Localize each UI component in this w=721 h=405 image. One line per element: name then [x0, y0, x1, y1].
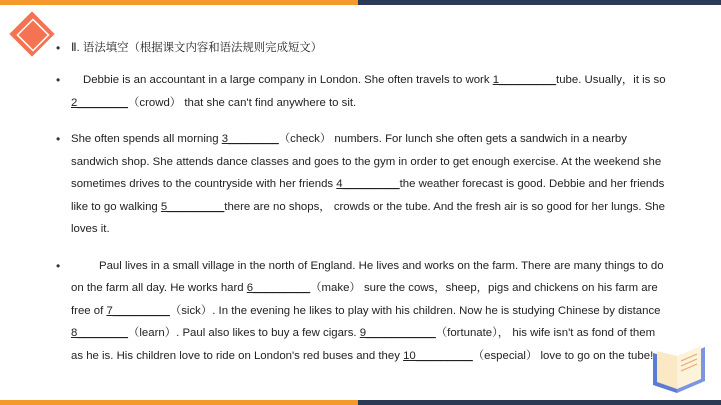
worksheet-content: [56, 40, 666, 381]
paragraph-text: Paul lives in a small village in the north of England. He lives and works on the farm. There are many things to do on the farm all day. He works hard: [71, 259, 664, 294]
paragraph-text: （crowd） that she can't find anywhere to sit.: [128, 96, 357, 109]
bullet-dot: •: [56, 41, 61, 55]
blank-8[interactable]: 8________: [71, 327, 129, 339]
paragraph-text: Debbie is an accountant in a large company in London. She often travels to work: [83, 74, 493, 86]
section-title: [56, 40, 666, 57]
section-title-text: Ⅱ. 语法填空（根据课文内容和语法规则完成短文）: [71, 42, 323, 54]
paragraph-text: （make） sure the cows，sheep，pigs and chickens on his farm are free of: [71, 282, 658, 317]
blank-10[interactable]: 10_________: [403, 349, 473, 362]
bottom-accent-bar-navy: [358, 400, 721, 405]
blank-7[interactable]: 7_________: [106, 304, 170, 317]
paragraph-text: （fortunate）， his wife isn't as fond of them as he is. His children love to ride on London's red buses and they: [71, 327, 656, 362]
bottom-accent-bar-orange: [0, 400, 358, 405]
paragraph-2: [56, 128, 666, 241]
paragraph-text: She often spends all morning: [71, 133, 222, 145]
bullet-dot: •: [56, 73, 61, 87]
blank-1[interactable]: 1_________: [492, 74, 557, 86]
paragraph-text: （check） numbers. For lunch she often gets a sandwich in a nearby sandwich shop. She attends dance classes and goes to the gym in order to get enough exercise. At the weekend she sometimes drives to the countryside with her friends: [71, 133, 662, 190]
blank-5[interactable]: 5_________: [160, 200, 225, 213]
blank-9[interactable]: 9___________: [359, 327, 436, 339]
top-accent-bar-navy: [358, 0, 721, 5]
paragraph-text: （sick）. In the evening he likes to play with his children. Now he is studying Chinese by distance: [169, 304, 661, 317]
blank-6[interactable]: 6_________: [246, 282, 311, 294]
decorative-diamond-icon: [2, 8, 62, 66]
bullet-dot: •: [56, 258, 61, 273]
paragraph-3: [56, 255, 666, 368]
paragraph-text: （learn）. Paul also likes to buy a few cigars.: [128, 327, 360, 339]
paragraph-text: there are no shops， crowds or the tube. And the fresh air is so good for her lungs. She loves it.: [71, 200, 665, 235]
paragraph-text: the weather forecast is good. Debbie and her friends like to go walking: [71, 178, 665, 213]
blank-2[interactable]: 2________: [71, 96, 129, 109]
blank-3[interactable]: 3________: [221, 133, 279, 145]
paragraph-text: tube. Usually，it is so: [556, 74, 666, 86]
bullet-dot: •: [56, 132, 61, 146]
paragraph-1: [56, 69, 666, 114]
blank-4[interactable]: 4_________: [336, 178, 400, 190]
paragraph-text: （especial） love to go on the tube!: [472, 349, 654, 362]
top-accent-bar-orange: [0, 0, 358, 5]
